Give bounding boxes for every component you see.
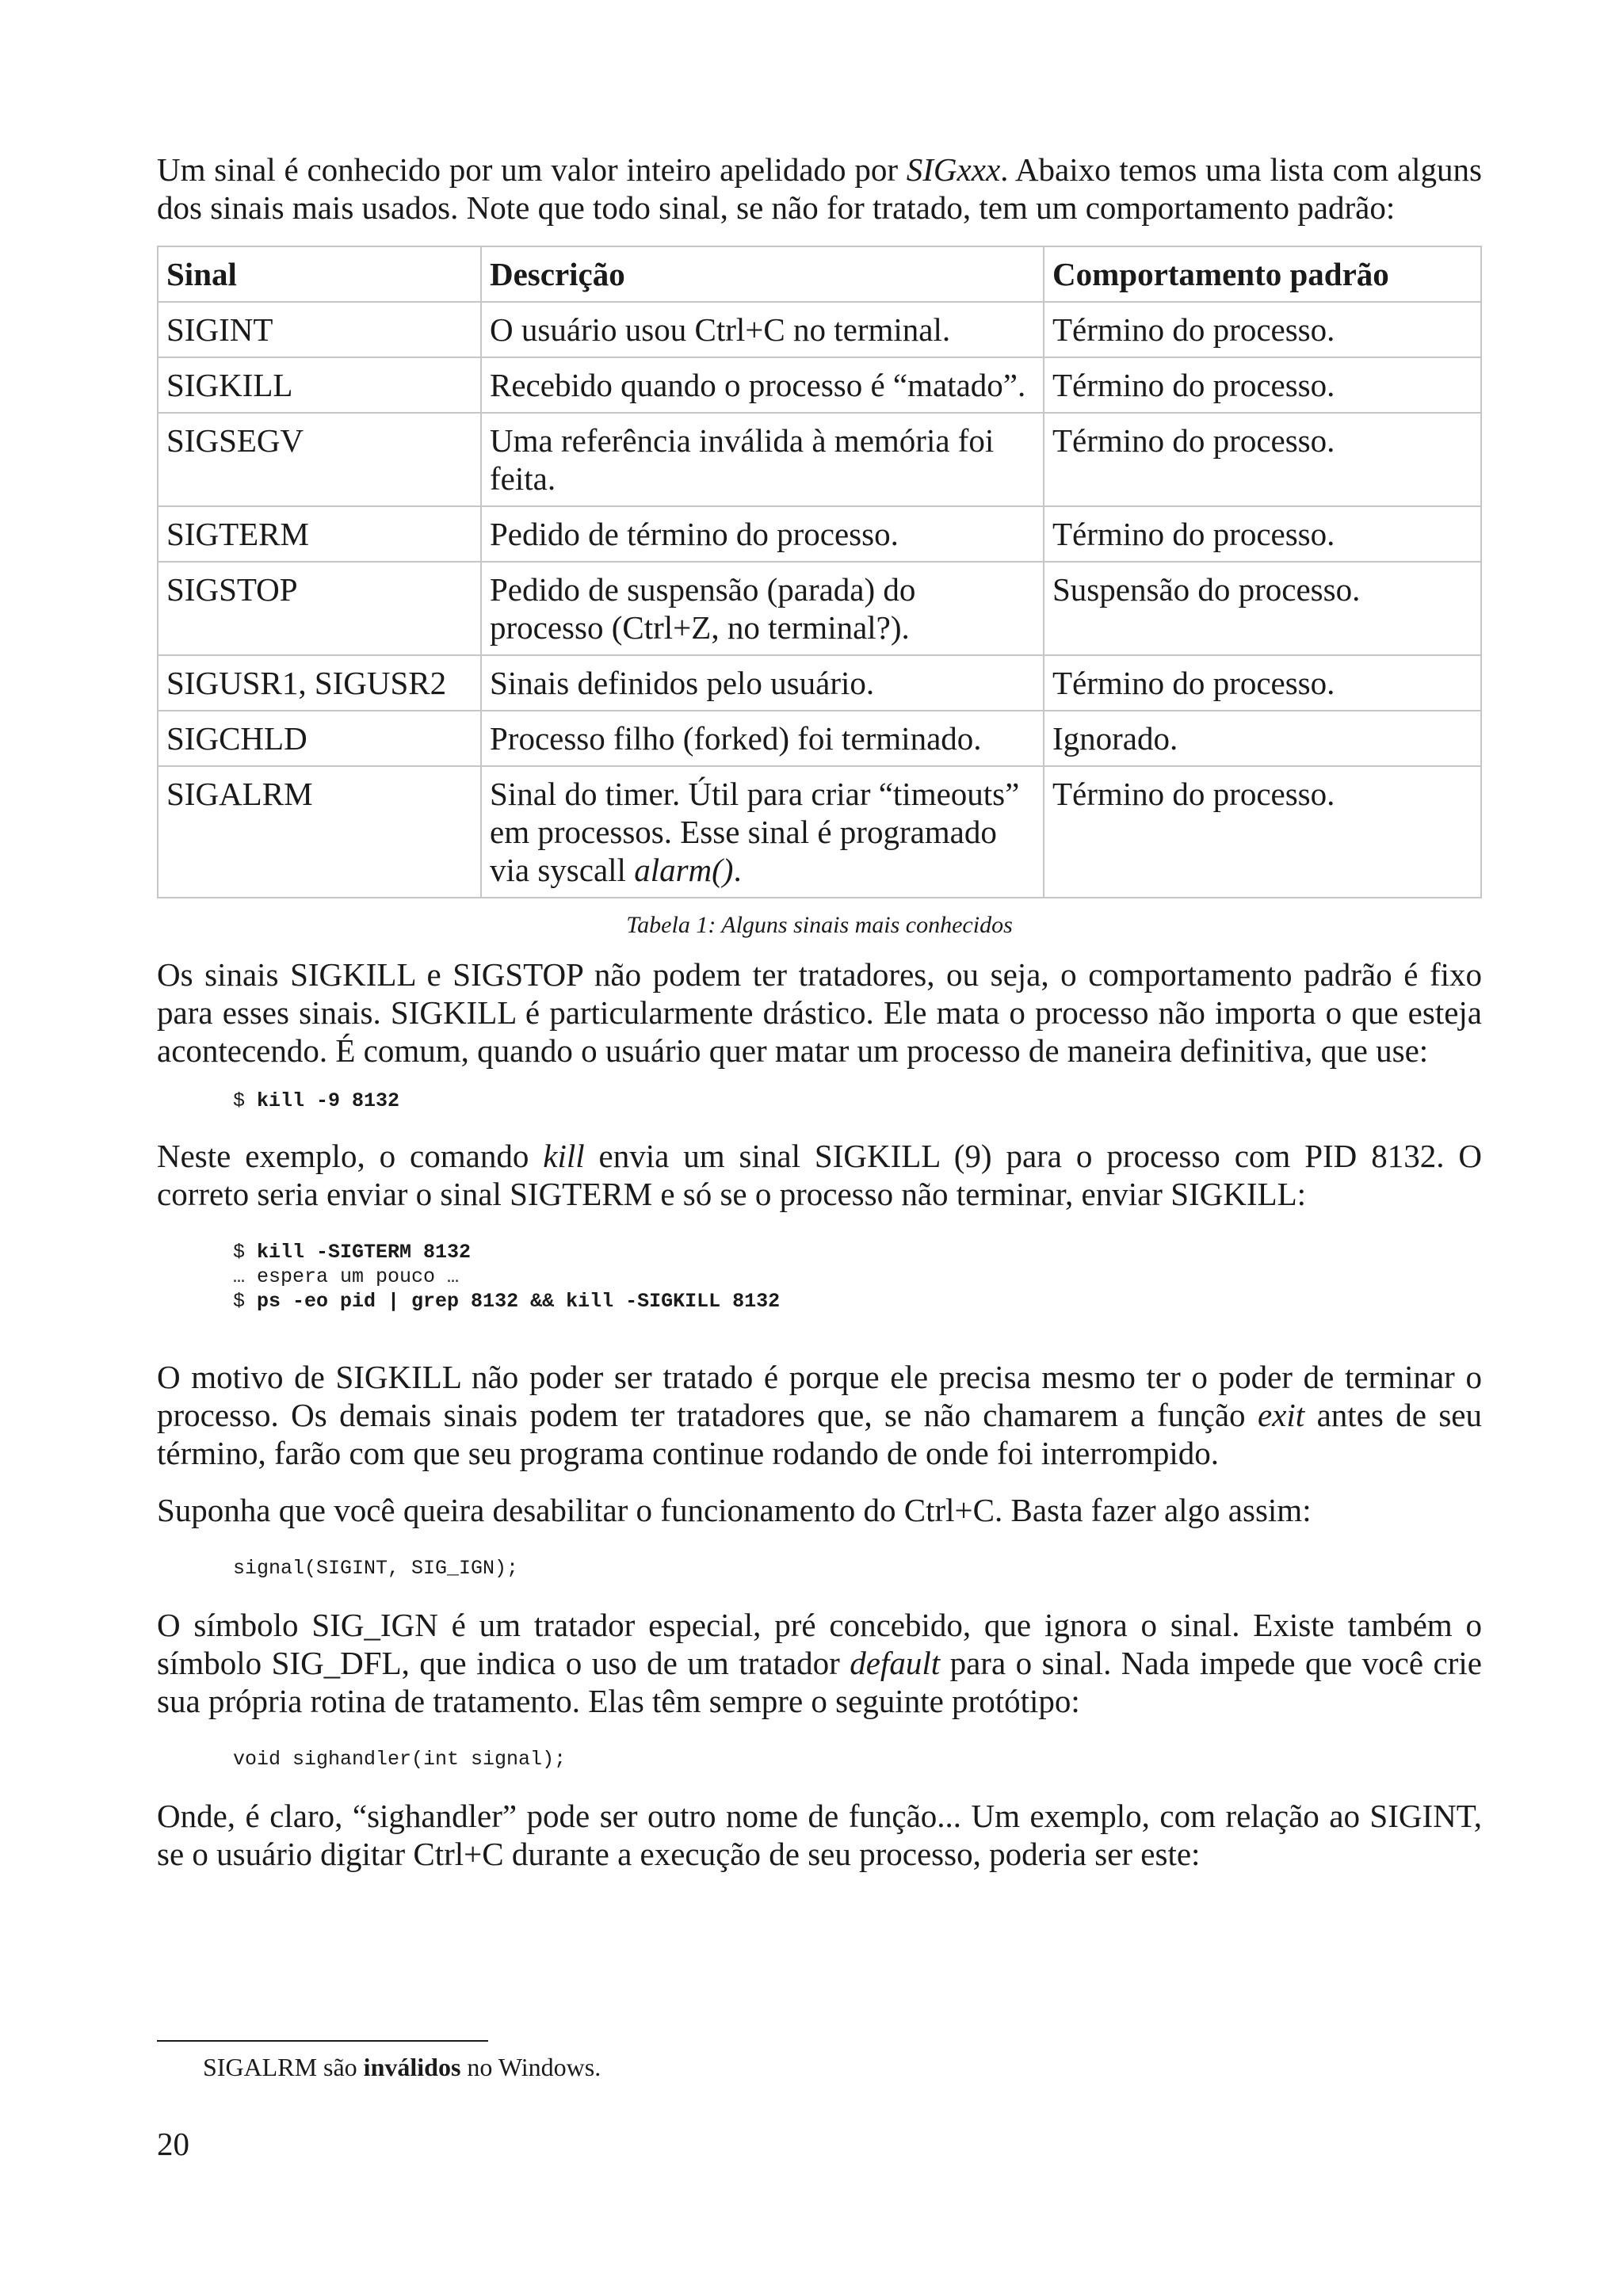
table-cell [481, 766, 1044, 898]
footnote-text-1: SIGALRM são [203, 2053, 364, 2081]
paragraph-onde: Onde, é claro, “sighandler” pode ser outro nome de função... Um exemplo, com relação ao SIGINT, se o usuário digitar Ctrl+C durante a execução de seu processo, poderia ser este: [157, 1798, 1482, 1872]
paragraph-sigkill: Os sinais SIGKILL e SIGSTOP não podem ter tratadores, ou seja, o comportamento padrão é fixo para esses sinais. SIGKILL é particularmente drástico. Ele mata o processo não importa o que esteja acontecendo. É comum, quando o usuário quer matar um processo de maneira definitiva, que use: [157, 956, 1482, 1069]
table-header-row [158, 246, 1481, 302]
para4-italic: exit [1257, 1397, 1305, 1433]
page-number: 20 [157, 2126, 189, 2162]
table-cell: SIGSEGV [158, 413, 481, 506]
code-line [233, 1240, 1482, 1264]
footnote-separator [157, 2040, 488, 2042]
table-row [158, 766, 1481, 898]
table-cell: Término do processo. [1044, 302, 1481, 357]
code-block-signal: signal(SIGINT, SIG_IGN); [233, 1557, 519, 1580]
intro-paragraph [157, 151, 1482, 227]
table-cell: Término do processo. [1044, 766, 1481, 898]
table-cell: Uma referência inválida à memória foi feita. [481, 413, 1044, 506]
table-cell: Término do processo. [1044, 413, 1481, 506]
para6-italic: default [850, 1645, 941, 1681]
intro-text-1: Um sinal é conhecido por um valor inteiro apelidado por [157, 151, 907, 188]
para3-text-1: Neste exemplo, o comando [157, 1138, 544, 1174]
paragraph-sig-ign [157, 1606, 1482, 1720]
footnote-text-2: no Windows. [460, 2053, 601, 2081]
table-row [158, 302, 1481, 357]
para3-text-2: envia um sinal SIGKILL (9) para o processo com PID 8132. O correto seria enviar o sinal SIGTERM e só se o processo não terminar, enviar SIGKILL: [157, 1138, 1482, 1212]
code-prompt: $ [233, 1241, 258, 1264]
table-cell: Sinais definidos pelo usuário. [481, 655, 1044, 711]
table-row [158, 655, 1481, 711]
para4-text-1: O motivo de SIGKILL não poder ser tratado é porque ele precisa mesmo ter o poder de terminar o processo. Os demais sinais podem ter tratadores que, se não chamarem a função [157, 1359, 1482, 1433]
table-row [158, 562, 1481, 655]
code-line: … espera um pouco … [233, 1265, 460, 1288]
signals-table [157, 246, 1482, 898]
para4-text-2: antes de seu término, farão com que seu programa continue rodando de onde foi interrompido. [157, 1397, 1483, 1471]
cell-italic: alarm() [634, 852, 734, 888]
table-cell: Pedido de término do processo. [481, 506, 1044, 562]
table-cell: Suspensão do processo. [1044, 562, 1481, 655]
table-cell: SIGSTOP [158, 562, 481, 655]
table-cell: SIGUSR1, SIGUSR2 [158, 655, 481, 711]
footnote-bold: inválidos [363, 2053, 461, 2081]
table-row [158, 711, 1481, 766]
table-cell: Término do processo. [1044, 357, 1481, 413]
table-cell: Recebido quando o processo é “matado”. [481, 357, 1044, 413]
code-block-sighandler: void sighandler(int signal); [233, 1748, 567, 1771]
code-line [233, 1289, 1482, 1314]
code-command: ps -eo pid | grep 8132 && kill -SIGKILL 8132 [257, 1290, 781, 1313]
paragraph-suponha: Suponha que você queira desabilitar o funcionamento do Ctrl+C. Basta fazer algo assim: [157, 1492, 1312, 1528]
code-prompt: $ [233, 1290, 258, 1313]
page-content [157, 151, 1482, 1873]
table-cell: SIGCHLD [158, 711, 481, 766]
intro-text-2: . Abaixo temos uma lista com alguns dos sinais mais usados. Note que todo sinal, se não for tratado, tem um comportamento padrão: [157, 151, 1482, 226]
header-cell: Sinal [158, 246, 481, 302]
header-cell: Descrição [481, 246, 1044, 302]
table-cell: Término do processo. [1044, 655, 1481, 711]
table-cell: SIGKILL [158, 357, 481, 413]
code-command: kill -9 8132 [257, 1089, 400, 1112]
table-row [158, 413, 1481, 506]
table-cell: SIGINT [158, 302, 481, 357]
para6-text-1: O símbolo SIG_IGN é um tratador especial, pré concebido, que ignora o sinal. Existe também o símbolo SIG_DFL, que indica o uso de um tratador [157, 1607, 1482, 1681]
table-cell: SIGALRM [158, 766, 481, 898]
table-row [158, 357, 1481, 413]
table-cell: SIGTERM [158, 506, 481, 562]
table-cell: O usuário usou Ctrl+C no terminal. [481, 302, 1044, 357]
footnote [203, 2052, 601, 2082]
table-cell: Processo filho (forked) foi terminado. [481, 711, 1044, 766]
table-caption: Tabela 1: Alguns sinais mais conhecidos [626, 912, 1013, 938]
para6-text-2: para o sinal. Nada impede que você crie sua própria rotina de tratamento. Elas têm sempre o seguinte protótipo: [157, 1645, 1482, 1719]
paragraph-example [157, 1137, 1482, 1213]
table-cell: Pedido de suspensão (parada) do processo (Ctrl+Z, no terminal?). [481, 562, 1044, 655]
header-cell: Comportamento padrão [1044, 246, 1481, 302]
cell-text-end: . [733, 852, 742, 888]
code-prompt: $ [233, 1089, 258, 1112]
cell-text: Sinal do timer. Útil para criar “timeouts” em processos. Esse sinal é programado via syscall [490, 776, 1020, 888]
code-block-kill [233, 1089, 1482, 1113]
table-cell: Término do processo. [1044, 506, 1481, 562]
code-block-sigterm [233, 1240, 1482, 1314]
intro-italic: SIGxxx [906, 151, 1001, 188]
para3-italic: kill [543, 1138, 585, 1174]
code-command: kill -SIGTERM 8132 [257, 1241, 472, 1264]
paragraph-motivo [157, 1358, 1482, 1472]
table-row [158, 506, 1481, 562]
table-cell: Ignorado. [1044, 711, 1481, 766]
